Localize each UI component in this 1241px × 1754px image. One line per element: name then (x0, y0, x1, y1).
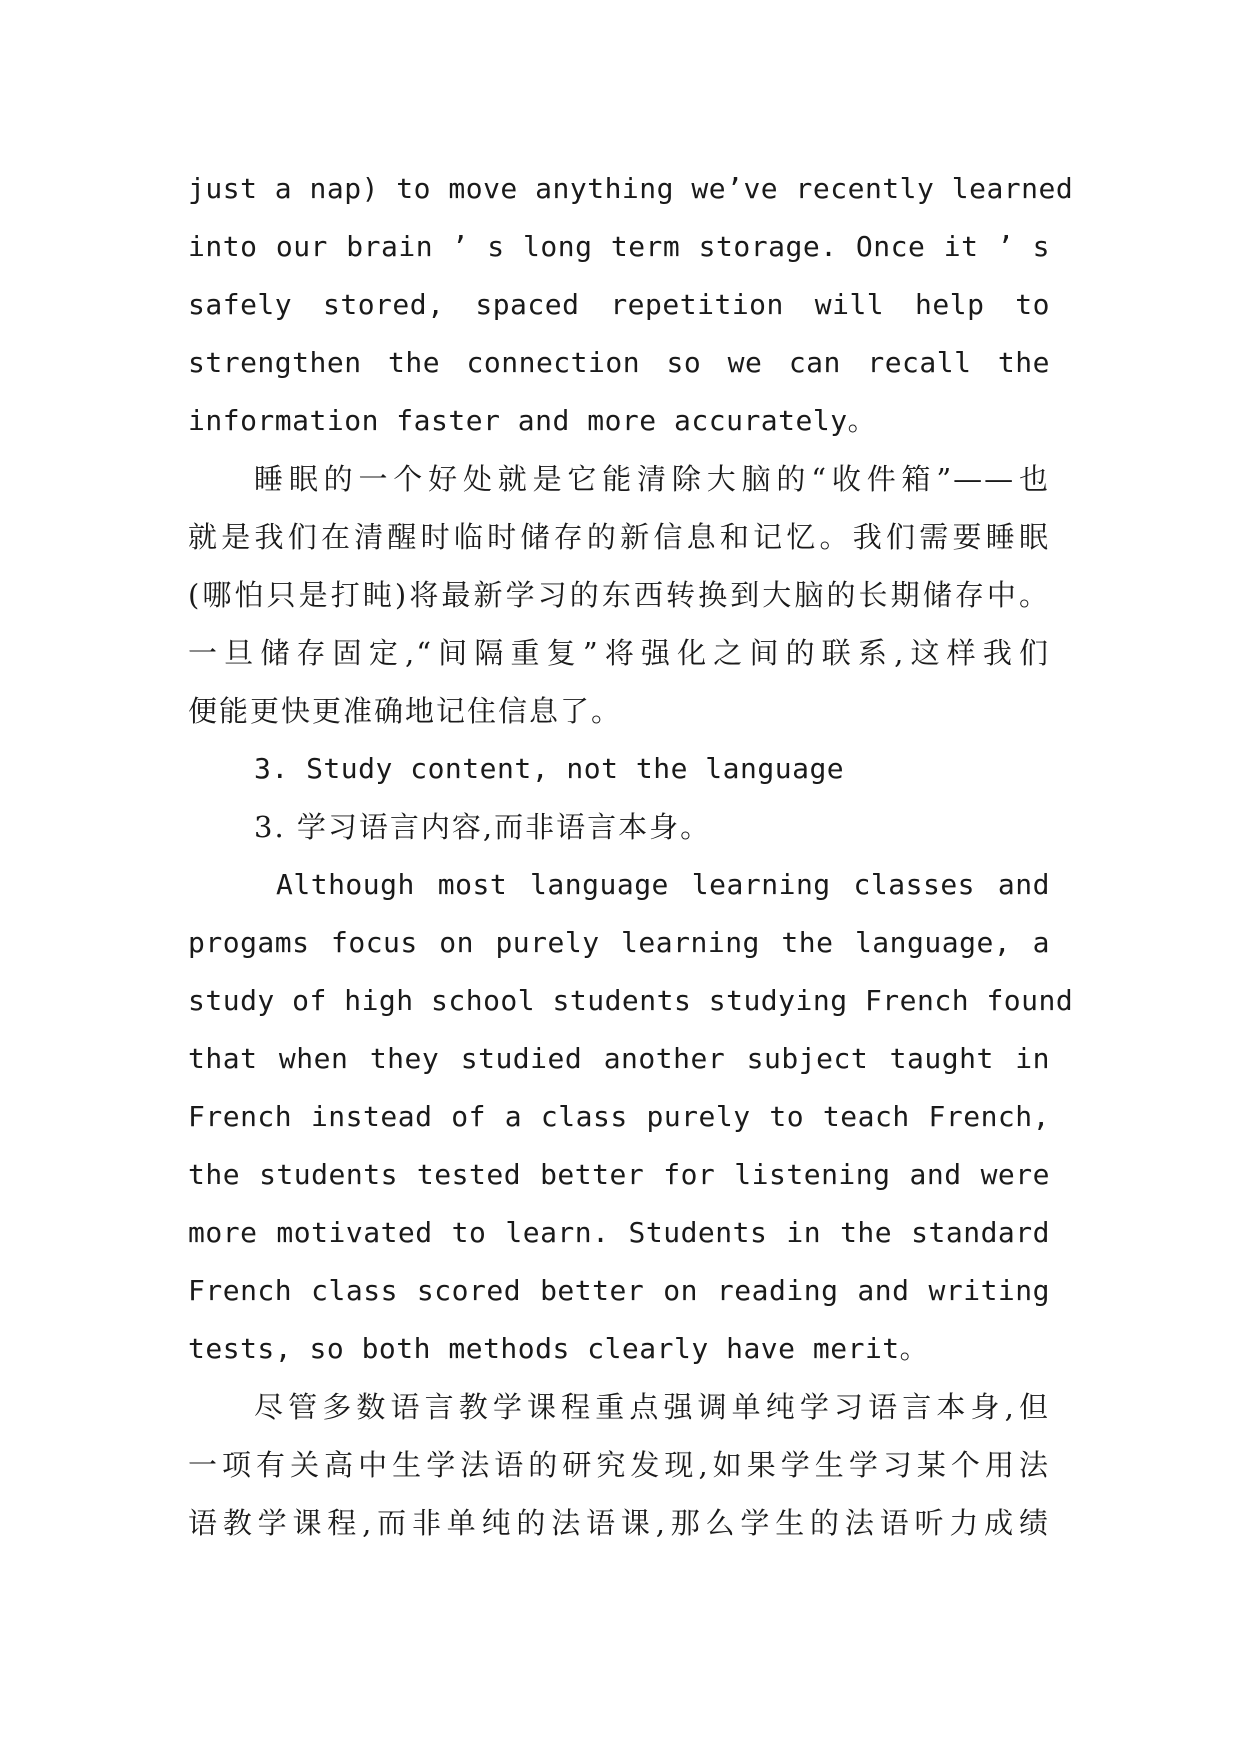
text-line: tests, so both methods clearly have merit。 (188, 1332, 929, 1365)
text-line: just a nap) to move anything we’ve recently learned (188, 172, 1074, 205)
text-line: 语教学课程,而非单纯的法语课,那么学生的法语听力成绩 (188, 1506, 1050, 1540)
text-line: into our brain ’ s long term storage. Once it ’ s (188, 230, 1050, 263)
text-line: 就是我们在清醒时临时储存的新信息和记忆。我们需要睡眠 (188, 520, 1050, 554)
text-line: Although most language learning classes and (276, 868, 1050, 901)
text-line: (哪怕只是打盹)将最新学习的东西转换到大脑的长期储存中。 (188, 578, 1050, 612)
text-line: 一旦储存固定,“间隔重复”将强化之间的联系,这样我们 (188, 636, 1050, 670)
text-line: 一项有关高中生学法语的研究发现,如果学生学习某个用法 (188, 1448, 1050, 1482)
text-line: safely stored, spaced repetition will help to (188, 288, 1050, 321)
text-line: progams focus on purely learning the language, a (188, 926, 1050, 959)
text-line: information faster and more accurately。 (188, 404, 877, 437)
paragraph-chinese-content (188, 1378, 1050, 1552)
text-line: 便能更快更准确地记住信息了。 (188, 694, 623, 728)
paragraph-english-content (188, 856, 1074, 1378)
text-line: more motivated to learn. Students in the standard (188, 1216, 1050, 1249)
text-line: 睡眠的一个好处就是它能清除大脑的“收件箱”——也 (254, 462, 1050, 496)
text-line: French class scored better on reading and writing (188, 1274, 1050, 1307)
text-line: that when they studied another subject taught in (188, 1042, 1050, 1075)
paragraph-chinese-sleep (188, 450, 1050, 740)
section-heading-english: 3. Study content, not the language (254, 752, 845, 785)
text-line: study of high school students studying French found (188, 984, 1074, 1017)
text-line: 尽管多数语言教学课程重点强调单纯学习语言本身,但 (254, 1390, 1050, 1424)
document-page (188, 160, 1074, 1552)
paragraph-english-sleep (188, 160, 1074, 450)
section-heading-chinese: 3. 学习语言内容,而非语言本身。 (254, 810, 712, 844)
text-line: the students tested better for listening and were (188, 1158, 1050, 1191)
text-line: French instead of a class purely to teach French, (188, 1100, 1050, 1133)
text-line: strengthen the connection so we can recall the (188, 346, 1050, 379)
